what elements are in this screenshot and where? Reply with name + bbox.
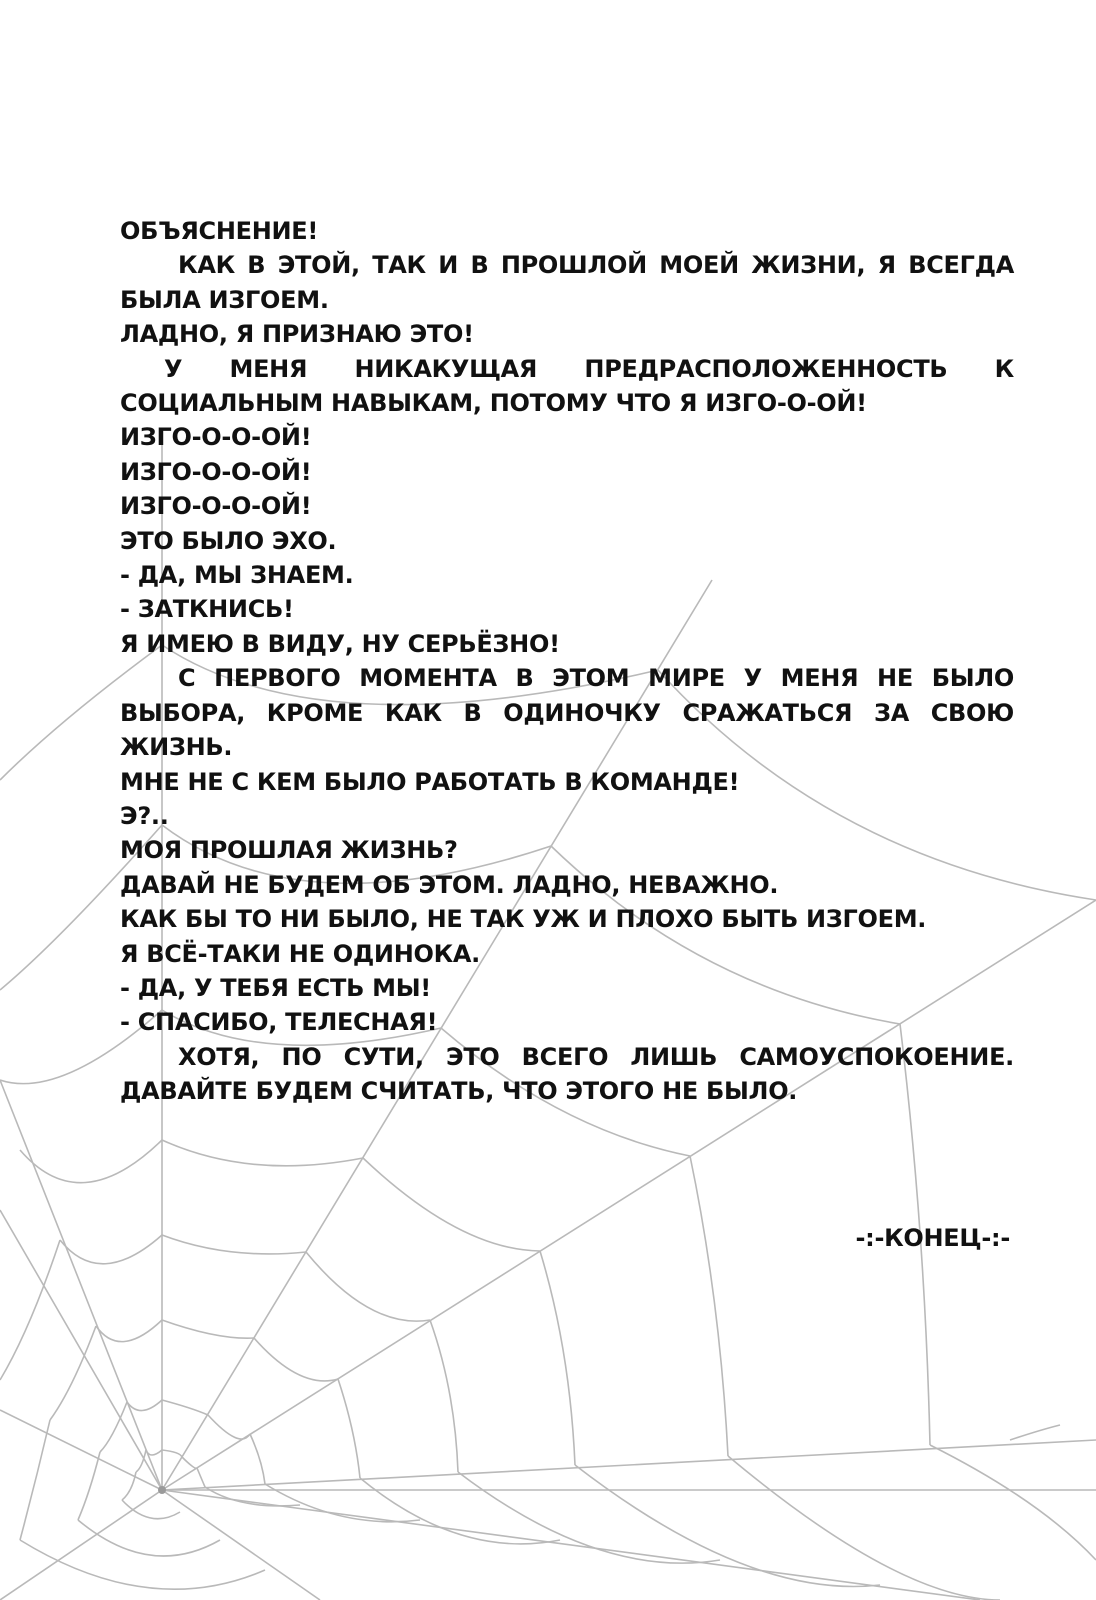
web-hub — [158, 1486, 166, 1494]
dialogue-line: - ЗАТКНИСЬ! — [120, 595, 294, 624]
paragraph: ЭТО БЫЛО ЭХО. — [120, 526, 337, 555]
web-spiral-arc — [575, 1465, 880, 1587]
dialogue-line: - ДА, МЫ ЗНАЕМ. — [120, 561, 354, 590]
paragraph: ИЗГО-О-О-ОЙ! — [120, 492, 312, 521]
web-spiral-arc — [728, 1456, 1000, 1600]
web-spiral-arc — [20, 1540, 265, 1589]
web-spiral-arc — [96, 1320, 162, 1342]
web-spiral-arc — [50, 1326, 96, 1420]
paragraph: ИЗГО-О-О-ОЙ! — [120, 457, 312, 486]
web-spiral-arc — [78, 1452, 100, 1520]
web-radial-thread — [0, 1210, 162, 1490]
paragraph: КАК БЫ ТО НИ БЫЛО, НЕ ТАК УЖ И ПЛОХО БЫТЬ ИЗГОЕМ. — [120, 905, 927, 934]
paragraph: У МЕНЯ НИКАКУЩАЯ ПРЕДРАСПОЛОЖЕННОСТЬ К СОЦИАЛЬНЫМ НАВЫКАМ, ПОТОМУ ЧТО Я ИЗГО-О-ОЙ! — [120, 354, 1014, 418]
dialogue-line: - ДА, У ТЕБЯ ЕСТЬ МЫ! — [120, 973, 431, 1002]
web-spiral-arc — [20, 1420, 50, 1540]
web-spiral-arc — [162, 1400, 208, 1415]
dialogue-line: - СПАСИБО, ТЕЛЕСНАЯ! — [120, 1008, 438, 1037]
web-spiral-arc — [1010, 1425, 1060, 1440]
web-spiral-arc — [250, 1434, 265, 1484]
explanation-text — [120, 214, 1014, 1109]
web-spiral-arc — [458, 1472, 720, 1563]
paragraph: ЛАДНО, Я ПРИЗНАЮ ЭТО! — [120, 320, 474, 349]
paragraph: Э?.. — [120, 801, 169, 830]
web-spiral-arc — [197, 1468, 205, 1487]
web-radial-thread — [0, 1490, 162, 1600]
web-radial-thread — [0, 1410, 162, 1490]
web-spiral-arc — [540, 1251, 575, 1465]
web-spiral-arc — [338, 1379, 360, 1478]
web-spiral-arc — [162, 1140, 363, 1166]
web-spiral-arc — [122, 1500, 180, 1519]
paragraph: МОЯ ПРОШЛАЯ ЖИЗНЬ? — [120, 836, 458, 865]
web-spiral-arc — [360, 1478, 560, 1544]
paragraph: Я ИМЕЮ В ВИДУ, НУ СЕРЬЁЗНО! — [120, 629, 560, 658]
web-spiral-arc — [690, 1156, 728, 1456]
web-spiral-arc — [254, 1338, 338, 1381]
web-spiral-arc — [20, 1140, 162, 1183]
paragraph: ХОТЯ, ПО СУТИ, ЭТО ВСЕГО ЛИШЬ САМОУСПОКОЕНИЕ. ДАВАЙТЕ БУДЕМ СЧИТАТЬ, ЧТО ЭТОГО НЕ БЫЛО. — [120, 1042, 1014, 1106]
web-spiral-arc — [127, 1400, 162, 1411]
web-spiral-arc — [363, 1158, 540, 1251]
web-radial-thread — [162, 1440, 1096, 1490]
paragraph-heading: ОБЪЯСНЕНИЕ! — [120, 217, 319, 245]
paragraph: ИЗГО-О-О-ОЙ! — [120, 423, 312, 452]
paragraph: ДАВАЙ НЕ БУДЕМ ОБ ЭТОМ. ЛАДНО, НЕВАЖНО. — [120, 870, 779, 899]
web-radial-thread — [162, 1490, 320, 1600]
paragraph: Я ВСЁ-ТАКИ НЕ ОДИНОКА. — [120, 939, 480, 968]
web-spiral-arc — [162, 1235, 306, 1254]
paragraph: КАК В ЭТОЙ, ТАК И В ПРОШЛОЙ МОЕЙ ЖИЗНИ, Я ВСЕГДА БЫЛА ИЗГОЕМ. — [120, 251, 1014, 314]
web-spiral-arc — [430, 1320, 458, 1472]
web-spiral-arc — [146, 1450, 162, 1455]
web-spiral-arc — [162, 1450, 182, 1457]
paragraph: МНЕ НЕ С КЕМ БЫЛО РАБОТАТЬ В КОМАНДЕ! — [120, 767, 740, 796]
web-radial-thread — [0, 1080, 162, 1490]
web-spiral-arc — [100, 1402, 127, 1452]
web-spiral-arc — [78, 1520, 220, 1556]
web-spiral-arc — [930, 1445, 1096, 1560]
web-spiral-arc — [60, 1235, 162, 1264]
web-spiral-arc — [208, 1415, 250, 1439]
paragraph: С ПЕРВОГО МОМЕНТА В ЭТОМ МИРЕ У МЕНЯ НЕ БЫЛО ВЫБОРА, КРОМЕ КАК В ОДИНОЧКУ СРАЖАТЬСЯ ЗА СВОЮ ЖИЗНЬ. — [120, 664, 1014, 762]
web-spiral-arc — [162, 1320, 254, 1338]
web-spiral-arc — [306, 1252, 430, 1321]
web-spiral-arc — [182, 1457, 197, 1468]
end-mark: -:-КОНЕЦ-:- — [855, 1224, 1010, 1252]
